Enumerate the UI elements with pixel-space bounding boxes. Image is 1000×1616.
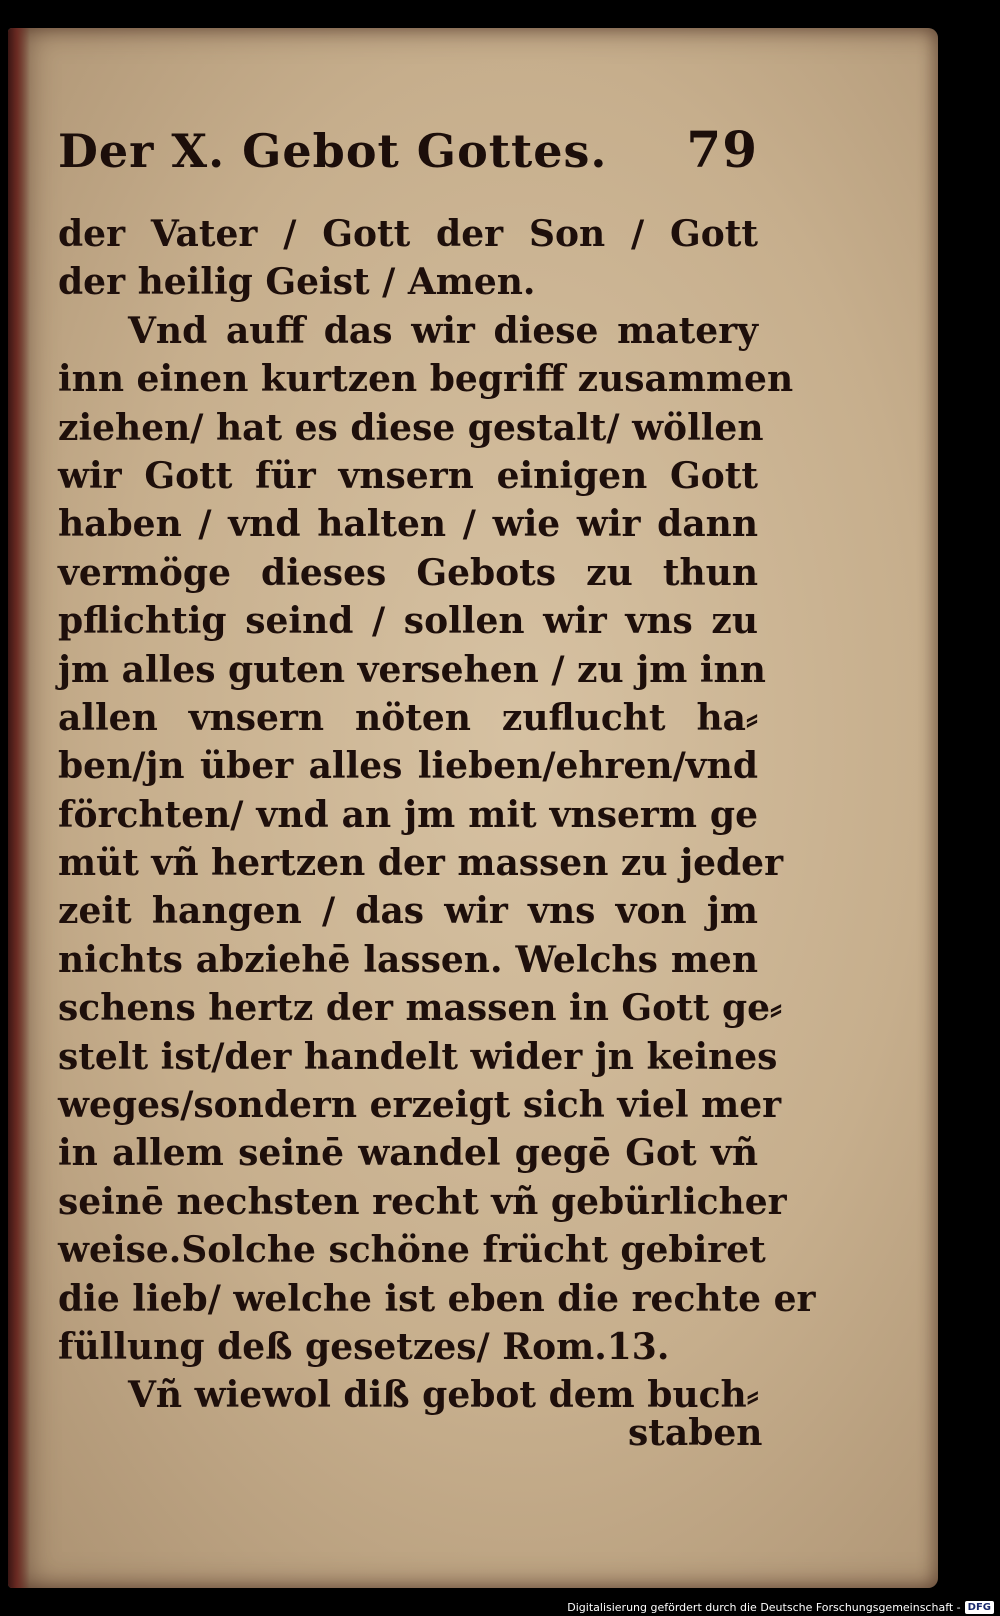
dfg-logo: DFG xyxy=(965,1601,994,1614)
text-line: der Vater / Gott der Son / Gott xyxy=(58,213,758,255)
text-line: allen vnsern nöten zuflucht ha⸗ xyxy=(58,696,758,739)
book-spine-shadow xyxy=(8,28,30,1588)
text-line: nichts abziehē lassen. Welchs men xyxy=(58,938,758,981)
running-header xyxy=(58,120,758,179)
text-line: förchten/ vnd an jm mit vnserm ge xyxy=(58,793,758,836)
text-line: der heilig Geist / Amen. xyxy=(58,261,536,304)
text-line: haben / vnd halten / wie wir dann xyxy=(58,503,758,546)
text-line: ziehen/ hat es diese gestalt/ wöllen xyxy=(58,406,764,449)
text-line: füllung deß gesetzes/ Rom.13. xyxy=(58,1325,670,1368)
text-line: pflichtig seind / sollen wir vns zu xyxy=(58,600,758,643)
text-line: weges/sondern erzeigt sich viel mer xyxy=(58,1084,782,1127)
text-line: Vnd auff das wir diese matery xyxy=(128,309,758,352)
page-number: 79 xyxy=(686,120,758,179)
text-line: in allem seinē wandel gegē Got vñ xyxy=(58,1132,758,1175)
digitization-credit xyxy=(567,1601,994,1614)
catchword: staben xyxy=(628,1412,763,1454)
text-line: inn einen kurtzen begriff zusammen xyxy=(58,358,794,401)
text-line: ben/jn über alles lieben/ehren/vnd xyxy=(58,745,758,788)
credit-text: Digitalisierung gefördert durch die Deutsche Forschungsgemeinschaft - xyxy=(567,1601,961,1614)
text-line: jm alles guten versehen / zu jm inn xyxy=(58,648,766,691)
text-line: stelt ist/der handelt wider jn keines xyxy=(58,1035,778,1078)
text-line: die lieb/ welche ist eben die rechte er xyxy=(58,1277,816,1320)
text-line: weise.Solche schöne frücht gebiret xyxy=(58,1229,766,1272)
text-line: müt vñ hertzen der massen zu jeder xyxy=(58,842,784,885)
body-text xyxy=(58,210,816,1420)
text-line: schens hertz der massen in Gott ge⸗ xyxy=(58,987,783,1030)
text-line: Vñ wiewol diß gebot dem buch⸗ xyxy=(128,1374,759,1417)
text-line: vermöge dieses Gebots zu thun xyxy=(58,551,758,594)
book-page xyxy=(8,28,938,1588)
text-line: zeit hangen / das wir vns von jm xyxy=(58,890,758,933)
text-line: seinē nechsten recht vñ gebürlicher xyxy=(58,1180,787,1223)
running-title: Der X. Gebot Gottes. xyxy=(58,124,608,178)
text-line: wir Gott für vnsern einigen Gott xyxy=(58,454,758,497)
